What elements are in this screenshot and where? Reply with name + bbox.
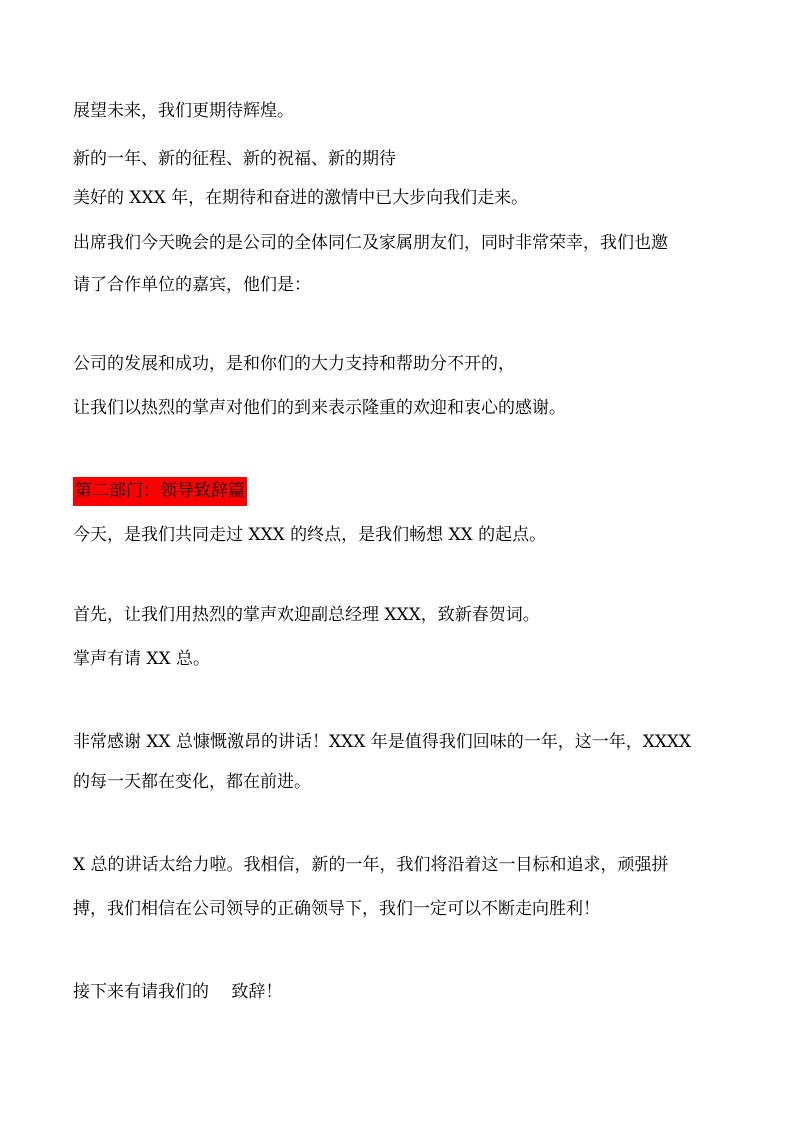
paragraph-support-line2: 让我们以热烈的掌声对他们的到来表示隆重的欢迎和衷心的感谢。 [73,398,566,418]
paragraph-attendees-line1: 出席我们今天晚会的是公司的全体同仁及家属朋友们，同时非常荣幸，我们也邀 [73,233,668,253]
paragraph-thanks-line1: 非常感谢 XX 总慷慨激昂的讲话！XXX 年是值得我们回味的一年，这一年，XXXX [73,732,692,752]
paragraph-believe-line2: 搏，我们相信在公司领导的正确领导下，我们一定可以不断走向胜利！ [73,899,600,919]
paragraph-thanks-line2: 的每一天都在变化，都在前进。 [73,772,311,792]
section-heading-highlight: 第二部门：领导致辞篇 [73,477,247,506]
paragraph-looking-forward: 展望未来，我们更期待辉煌。 [73,101,294,121]
paragraph-first-welcome: 首先，让我们用热烈的掌声欢迎副总经理 XXX，致新春贺词。 [73,605,540,625]
paragraph-applause: 掌声有请 XX 总。 [73,649,211,669]
paragraph-new-year: 新的一年、新的征程、新的祝福、新的期待 [73,149,396,169]
paragraph-today: 今天，是我们共同走过 XXX 的终点，是我们畅想 XX 的起点。 [73,525,547,545]
paragraph-beautiful-year: 美好的 XXX 年，在期待和奋进的激情中已大步向我们走来。 [73,188,529,208]
paragraph-attendees-line2: 请了合作单位的嘉宾，他们是： [73,275,311,295]
paragraph-next-speaker: 接下来有请我们的 致辞！ [73,982,283,1002]
paragraph-support-line1: 公司的发展和成功，是和你们的大力支持和帮助分不开的， [73,354,515,374]
paragraph-believe-line1: X 总的讲话太给力啦。我相信，新的一年，我们将沿着这一目标和追求，顽强拼 [73,855,669,875]
section-heading [73,480,247,502]
